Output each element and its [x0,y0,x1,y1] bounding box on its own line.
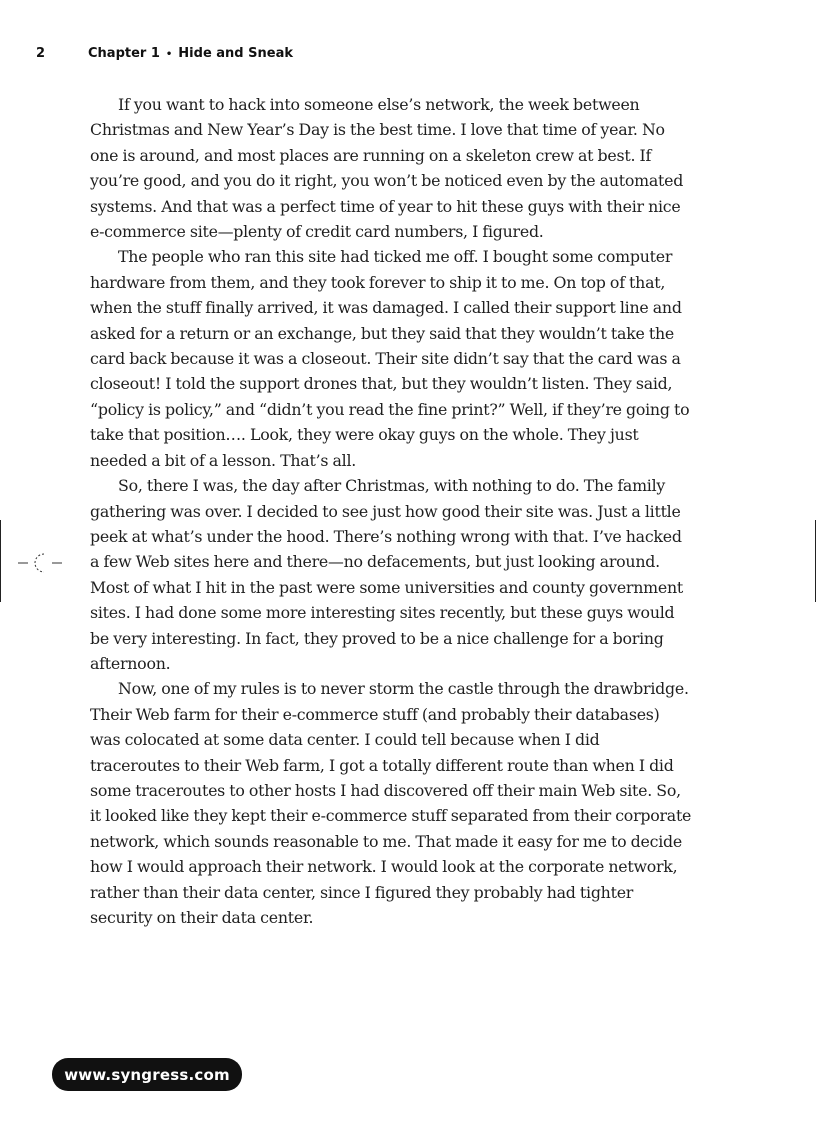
crop-mark-left [0,520,1,602]
paragraph-4: Now, one of my rules is to never storm the castle through the drawbridge. Their Web farm for their e-commerce stuff (and probably their databases) was colocated at some data center. I could tell because when I did traceroutes to their Web farm, I got a totally different route than when I did some traceroutes to other hosts I had discovered off their main Web site. So, it looked like they kept their e-commerce stuff separated from their corporate network, which sounds reasonable to me. That made it easy for me to decide how I would approach their network. I would look at the corporate network, rather than their data center, since I figured they probably had tighter security on their data center. [90,679,692,927]
registration-mark-icon [18,551,62,575]
page-number: 2 [36,46,46,61]
chapter-title: Hide and Sneak [178,46,293,61]
running-head [36,46,293,66]
body-text [90,92,692,930]
header-bullet: • [165,49,173,60]
footer-url: www.syngress.com [64,1065,230,1084]
paragraph-2: The people who ran this site had ticked me off. I bought some computer hardware from them, and they took forever to ship it to me. On top of that, when the stuff finally arrived, it was damaged. I called their support line and asked for a return or an exchange, but they said that they wouldn’t take the card back because it was a closeout. Their site didn’t say that the card was a closeout! I told the support drones that, but they wouldn’t listen. They said, “policy is policy,” and “didn’t you read the fine print?” Well, if they’re going to take that position…. Look, they were okay guys on the whole. They just needed a bit of a lesson. That’s all. [90,247,690,470]
paragraph-1: If you want to hack into someone else’s network, the week between Christmas and New Year’s Day is the best time. I love that time of year. No one is around, and most places are running on a skeleton crew at best. If you’re good, and you do it right, you won’t be noticed even by the automated systems. And that was a perfect time of year to hit these guys with their nice e-commerce site—plenty of credit card numbers, I figured. [90,95,684,242]
paragraph-3: So, there I was, the day after Christmas, with nothing to do. The family gathering was over. I decided to see just how good their site was. Just a little peek at what’s under the hood. There’s nothing wrong with that. I’ve hacked a few Web sites here and there—no defacements, but just looking around. Most of what I hit in the past were some universities and county government sites. I had done some more interesting sites recently, but these guys would be very interesting. In fact, they proved to be a nice challenge for a boring afternoon. [90,476,683,673]
footer-url-badge [52,1058,242,1091]
chapter-label: Chapter 1 [88,46,160,61]
